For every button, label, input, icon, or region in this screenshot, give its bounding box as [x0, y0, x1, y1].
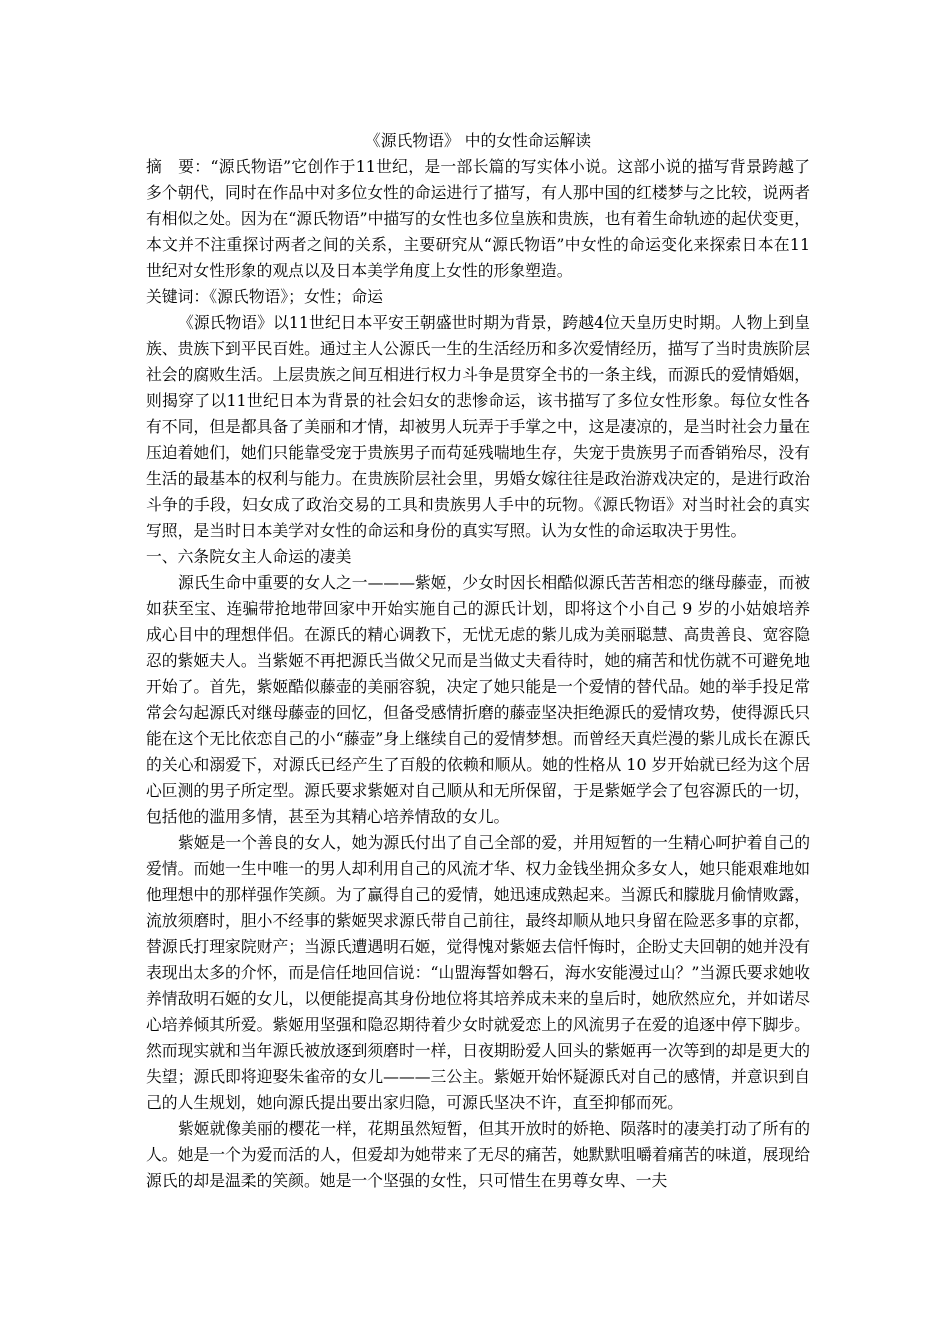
abstract [146, 154, 810, 284]
abstract-label: 摘 要： [146, 157, 211, 176]
keywords-text: 《源氏物语》；女性；命运 [209, 287, 383, 306]
keywords-label: 关键词： [146, 287, 210, 306]
body-paragraph: 紫姬就像美丽的樱花一样，花期虽然短暂，但其开放时的娇艳、陨落时的凄美打动了所有的人。她是一个为爱而活的人，但爱却为她带来了无尽的痛苦，她默默咀嚼着痛苦的味道，展现给源氏的却是温柔的笑颜。她是一个坚强的女性，只可惜生在男尊女卑、一夫 [146, 1119, 810, 1190]
document-title: 《源氏物语》 中的女性命运解读 [364, 131, 592, 150]
keywords [146, 284, 810, 310]
section-heading: 一、六条院女主人命运的凄美 [146, 547, 352, 566]
intro-paragraph: 《源氏物语》以11世纪日本平安王朝盛世时期为背景，跨越4位天皇历史时期。人物上到皇族、贵族下到平民百姓。通过主人公源氏一生的生活经历和多次爱情经历，描写了当时贵族阶层社会的腐败生活。上层贵族之间互相进行权力斗争是贯穿全书的一条主线，而源氏的爱情婚姻，则揭穿了以11世纪日本为背景的社会妇女的悲惨命运，该书描写了多位女性形象。每位女性各有不同，但是都具备了美丽和才情，却被男人玩弄于手掌之中，这是凄凉的，是当时社会力量在压迫着她们，她们只能靠受宠于贵族男子而苟延残喘地生存，失宠于贵族男子而香销殆尽，没有生活的最基本的权利与能力。在贵族阶层社会里，男婚女嫁往往是政治游戏决定的，是进行政治斗争的手段，妇女成了政治交易的工具和贵族男人手中的玩物。《源氏物语》对当时社会的真实写照，是当时日本美学对女性的命运和身份的真实写照。认为女性的命运取决于男性。 [146, 313, 810, 540]
abstract-text: “源氏物语”它创作于11世纪，是一部长篇的写实体小说。这部小说的描写背景跨越了多个朝代，同时在作品中对多位女性的命运进行了描写，有人那中国的红楼梦与之比较，说两者有相似之处。因为在“源氏物语”中描写的女性也多位皇族和贵族，也有着生命轨迹的起伏变更，本文并不注重探讨两者之间的关系，主要研究从“源氏物语”中女性的命运变化来探索日本在11世纪对女性形象的观点以及日本美学角度上女性的形象塑造。 [146, 157, 810, 280]
body-paragraph: 源氏生命中重要的女人之一———紫姬，少女时因长相酷似源氏苦苦相恋的继母藤壶，而被如获至宝、连骗带抢地带回家中开始实施自己的源氏计划，即将这个小自己 9 岁的小姑娘培养成心目中的理想伴侣。在源氏的精心调教下，无忧无虑的紫儿成为美丽聪慧、高贵善良、宽容隐忍的紫姬夫人。当紫姬不再把源氏当做父兄而是当做丈夫看待时，她的痛苦和忧伤就不可避免地开始了。首先，紫姬酷似藤壶的美丽容貌，决定了她只能是一个爱情的替代品。她的举手投足常常会勾起源氏对继母藤壶的回忆，但备受感情折磨的藤壶坚决拒绝源氏的爱情攻势，使得源氏只能在这个无比依恋自己的小“藤壶”身上继续自己的爱情梦想。而曾经天真烂漫的紫儿成长在源氏的关心和溺爱下，对源氏已经产生了百般的依赖和顺从。她的性格从 10 岁开始就已经为这个居心叵测的男子所定型。源氏要求紫姬对自己顺从和无所保留，于是紫姬学会了包容源氏的一切，包括他的滥用多情，甚至为其精心培养情敌的女儿。 [146, 573, 810, 826]
document-page [146, 128, 810, 1194]
body-paragraph: 紫姬是一个善良的女人，她为源氏付出了自己全部的爱，并用短暂的一生精心呵护着自己的爱情。而她一生中唯一的男人却利用自己的风流才华、权力金钱坐拥众多女人，她只能艰难地如他理想中的那样强作笑颜。为了赢得自己的爱情，她迅速成熟起来。当源氏和朦胧月偷情败露，流放须磨时，胆小不经事的紫姬哭求源氏带自己前往，最终却顺从地只身留在险恶多事的京都，替源氏打理家院财产；当源氏遭遇明石姬，觉得愧对紫姬去信忏悔时，企盼丈夫回朝的她并没有表现出太多的介怀，而是信任地回信说：“山盟海誓如磐石，海水安能漫过山？”当源氏要求她收养情敌明石姬的女儿，以便能提高其身份地位将其培养成未来的皇后时，她欣然应允，并如诺尽心培养倾其所爱。紫姬用坚强和隐忍期待着少女时就爱恋上的风流男子在爱的追逐中停下脚步。然而现实就和当年源氏被放逐到须磨时一样，日夜期盼爱人回头的紫姬再一次等到的却是更大的失望；源氏即将迎娶朱雀帝的女儿———三公主。紫姬开始怀疑源氏对自己的感情，并意识到自己的人生规划，她向源氏提出要出家归隐，可源氏坚决不许，直至抑郁而死。 [146, 833, 810, 1112]
